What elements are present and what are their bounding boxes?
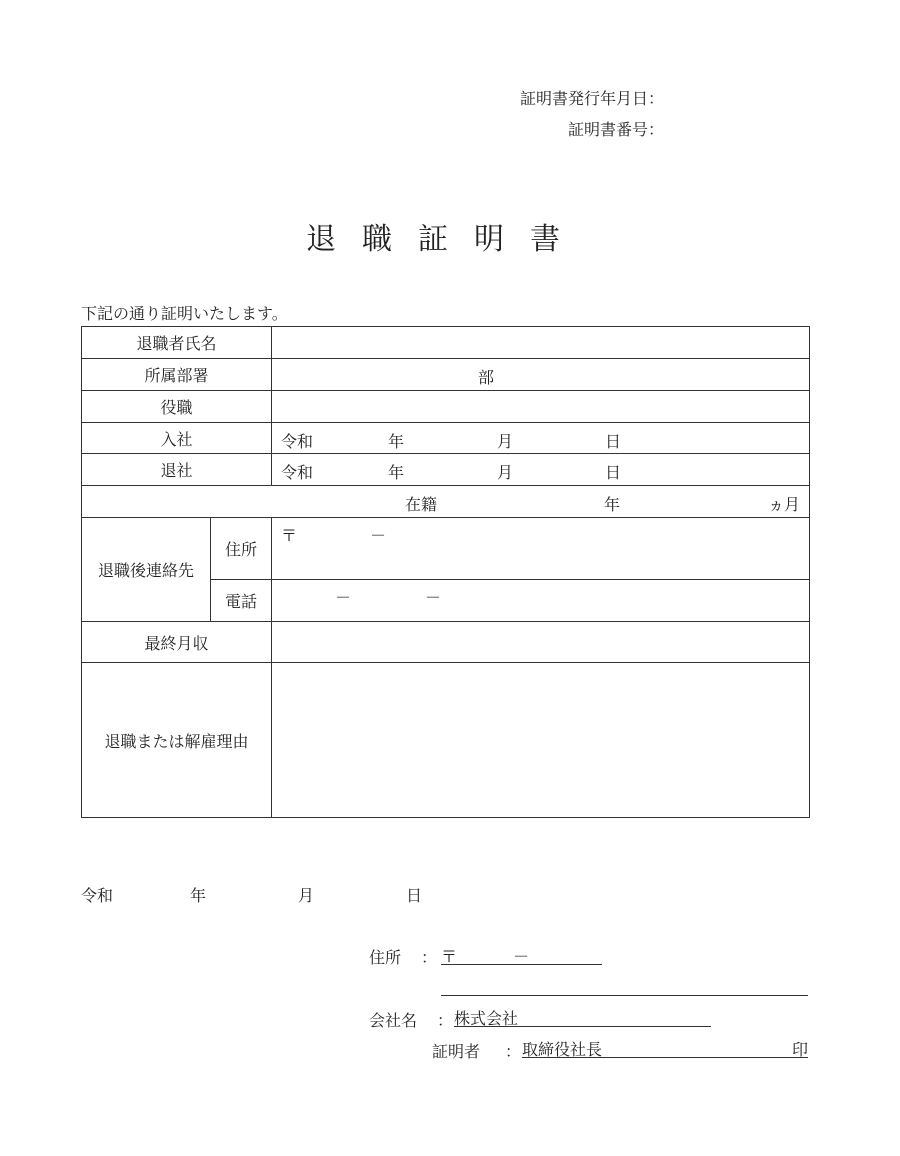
department-value-cell[interactable]	[272, 359, 810, 391]
company-postal-dash: －	[513, 947, 530, 966]
tenure-year-unit: 年	[604, 495, 621, 514]
reason-label: 退職または解雇理由	[82, 663, 272, 818]
certifier-label: 証明者	[432, 1042, 481, 1061]
joined-era: 令和	[281, 432, 314, 451]
table-row-name	[82, 327, 810, 359]
company-name-field[interactable]	[454, 1006, 711, 1027]
left-day-unit: 日	[605, 463, 622, 482]
certifier-value: 取締役社長	[522, 1040, 603, 1059]
table-row-joined	[82, 423, 810, 454]
certificate-number-label: 証明書番号：	[567, 120, 664, 139]
document-title: 退職証明書	[306, 222, 586, 257]
table-row-contact-address	[82, 518, 810, 580]
joined-year-unit: 年	[388, 432, 405, 451]
certifier-colon: ：	[505, 1042, 522, 1061]
contact-address-label: 住所	[211, 518, 272, 580]
footer-month-unit: 月	[298, 886, 315, 905]
left-year-unit: 年	[388, 463, 405, 482]
company-address-line-2[interactable]	[441, 975, 808, 996]
joined-day-unit: 日	[605, 432, 622, 451]
company-postal-mark-icon: 〒	[441, 947, 458, 966]
tenure-month-unit: ヵ月	[768, 495, 801, 514]
seal-mark: 印	[791, 1040, 808, 1059]
department-suffix: 部	[478, 368, 495, 387]
company-name-label: 会社名	[369, 1011, 418, 1030]
left-label: 退社	[82, 454, 272, 486]
company-address-line-1[interactable]	[441, 944, 602, 965]
certifier-field[interactable]	[522, 1037, 808, 1058]
postal-mark-icon: 〒	[281, 526, 298, 545]
footer-era: 令和	[81, 886, 114, 905]
footer-year-unit: 年	[190, 886, 207, 905]
last-pay-cell[interactable]	[272, 622, 810, 663]
company-address-colon: ：	[421, 948, 438, 967]
table-row-last-pay	[82, 622, 810, 663]
left-month-unit: 月	[497, 463, 514, 482]
contact-phone-label: 電話	[211, 580, 272, 622]
intro-text: 下記の通り証明いたします。	[81, 304, 288, 323]
contact-address-cell[interactable]	[272, 518, 810, 580]
company-name-colon: ：	[437, 1011, 454, 1030]
table-row-left	[82, 454, 810, 486]
joined-date-cell[interactable]	[272, 423, 810, 454]
position-label: 役職	[82, 391, 272, 423]
position-value-cell[interactable]	[272, 391, 810, 423]
company-name-value: 株式会社	[454, 1009, 519, 1028]
left-date-cell[interactable]	[272, 454, 810, 486]
last-pay-label: 最終月収	[82, 622, 272, 663]
contact-phone-cell[interactable]	[272, 580, 810, 622]
tenure-label: 在籍	[405, 495, 438, 514]
left-era: 令和	[281, 463, 314, 482]
joined-label: 入社	[82, 423, 272, 454]
postal-dash: －	[370, 526, 387, 545]
table-row-department	[82, 359, 810, 391]
contact-label: 退職後連絡先	[82, 518, 211, 622]
table-row-position	[82, 391, 810, 423]
name-label: 退職者氏名	[82, 327, 272, 359]
department-label: 所属部署	[82, 359, 272, 391]
table-row-tenure	[82, 486, 810, 518]
tenure-cell[interactable]	[82, 486, 810, 518]
table-row-reason	[82, 663, 810, 818]
issue-date-label: 証明書発行年月日：	[519, 89, 664, 108]
phone-dash-2: －	[425, 588, 442, 607]
joined-month-unit: 月	[497, 432, 514, 451]
company-address-label: 住所	[369, 948, 402, 967]
certificate-table	[81, 326, 810, 818]
reason-cell[interactable]	[272, 663, 810, 818]
name-value-cell[interactable]	[272, 327, 810, 359]
phone-dash-1: －	[335, 588, 352, 607]
footer-day-unit: 日	[406, 886, 423, 905]
